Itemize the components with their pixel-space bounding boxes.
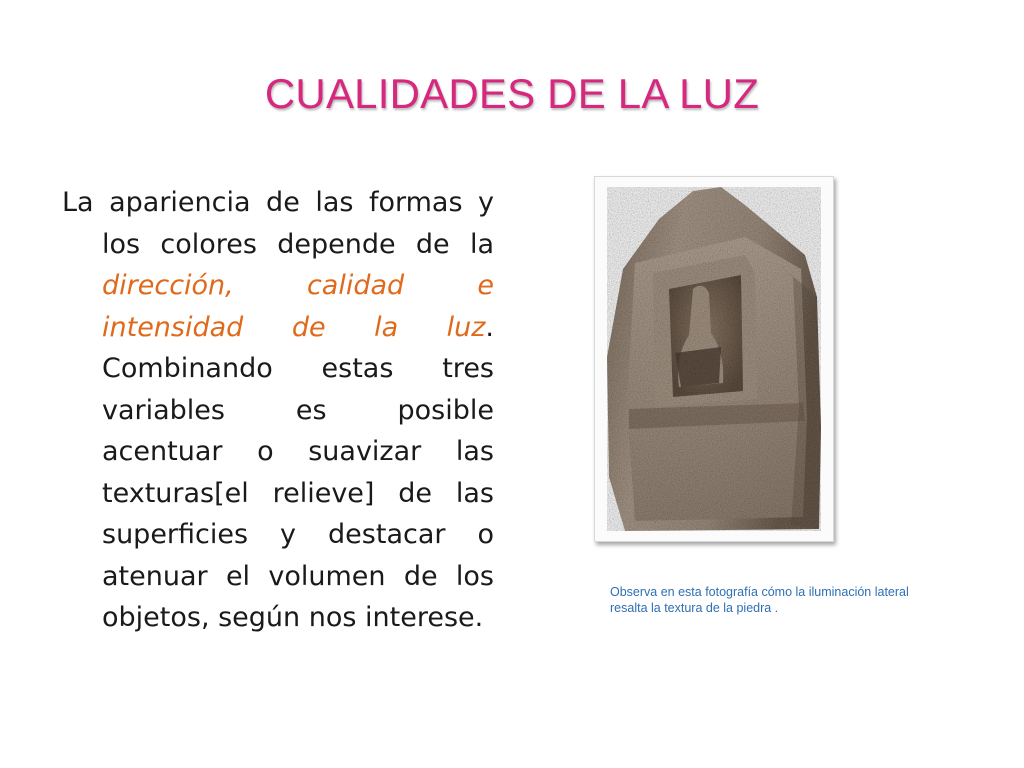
stone-photo — [594, 176, 834, 542]
body-emphasis: dirección, calidad e intensidad de la luz — [102, 270, 494, 343]
slide-title: CUALIDADES DE LA LUZ — [264, 70, 760, 117]
body-text-part2: . Combinando estas tres variables es posible acentuar o suavizar las texturas[el relieve] de las superficies y destacar o atenuar el volumen de los objetos, según nos interese. — [102, 311, 494, 633]
photo-caption: Observa en esta fotografía cómo la iluminación lateral resalta la textura de la piedra . — [610, 585, 909, 615]
carved-stone-stele-photo — [595, 177, 833, 541]
body-text-part1: La apariencia de las formas y los colores depende de la — [62, 187, 494, 260]
body-paragraph — [62, 182, 494, 639]
